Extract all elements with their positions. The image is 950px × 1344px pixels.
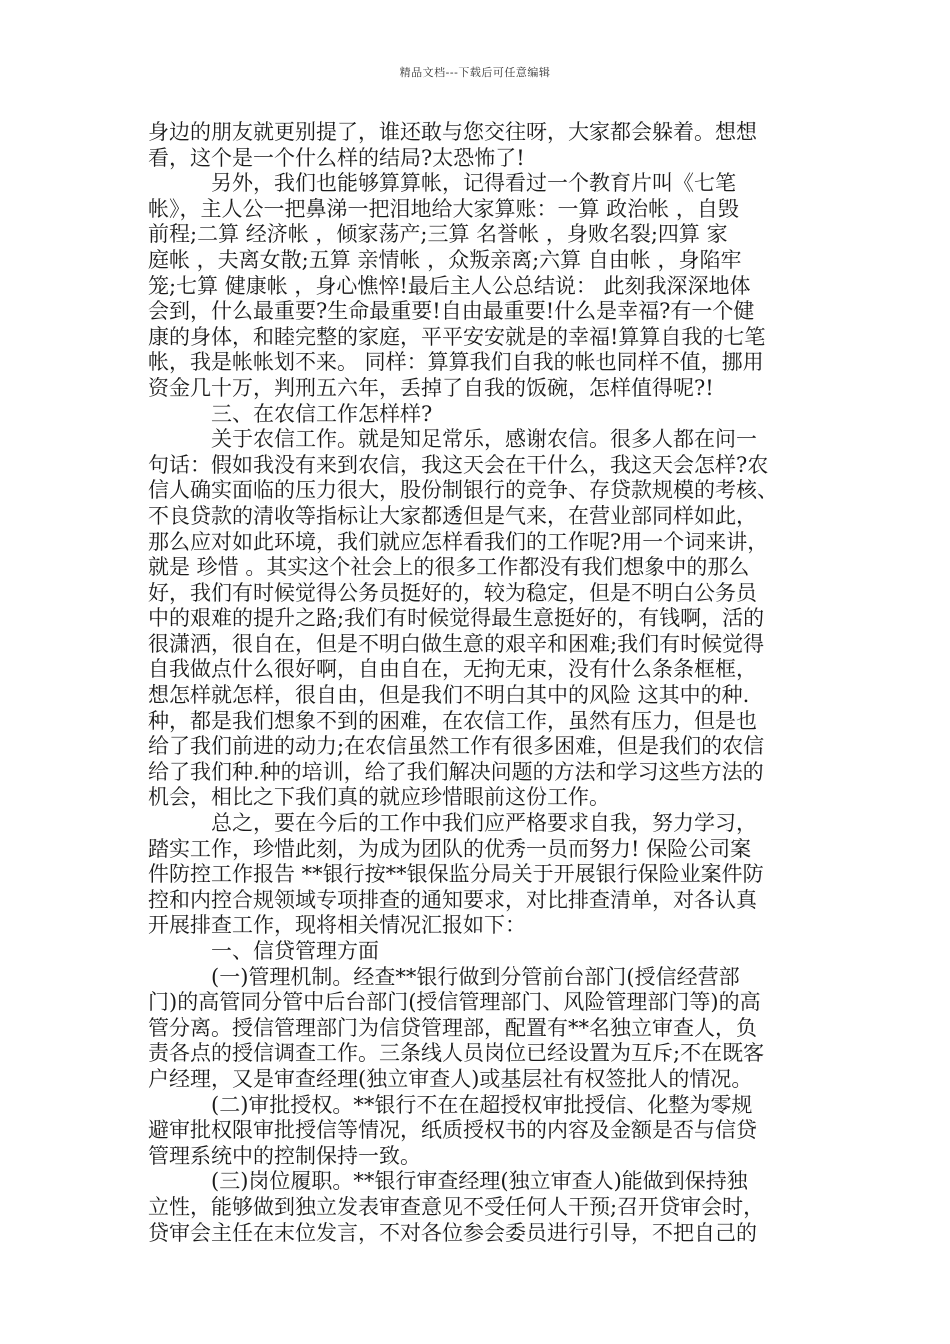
text-line: 自我做点什么很好啊，自由自在，无拘无束，没有什么条条框框， xyxy=(148,657,757,682)
text-line: 门)的高管同分管中后台部门(授信管理部门、风险管理部门等)的高 xyxy=(148,990,761,1015)
text-line: 户经理，又是审查经理(独立审查人)或基层社有权签批人的情况。 xyxy=(148,1066,753,1091)
paragraph-first-line: 三、在农信工作怎样样? xyxy=(211,401,433,426)
text-line: 康的身体，和睦完整的家庭，平平安安就是的幸福!算算自我的七笔 xyxy=(148,324,766,349)
text-line: 控和内控合规领域专项排查的通知要求，对比排查清单，对各认真 xyxy=(148,887,757,912)
text-line: 信人确实面临的压力很大，股份制银行的竞争、存贷款规模的考核、 xyxy=(148,478,778,503)
text-line: 会到，什么最重要?生命最重要!自由最重要!什么是幸福?有一个健 xyxy=(148,299,755,324)
text-line: 庭帐 ，夫离女散;五算 亲情帐 ，众叛亲离;六算 自由帐 ，身陷牢 xyxy=(148,247,742,272)
text-line: 句话：假如我没有来到农信，我这天会在干什么，我这天会怎样?农 xyxy=(148,452,769,477)
text-line: 前程;二算 经济帐 ，倾家荡产;三算 名誉帐 ，身败名裂;四算 家 xyxy=(148,222,728,247)
paragraph-first-line: 另外，我们也能够算算帐，记得看过一个教育片叫《七笔 xyxy=(211,171,736,196)
text-line: 踏实工作，珍惜此刻，为成为团队的优秀一员而努力! 保险公司案 xyxy=(148,836,752,861)
text-line: 避审批权限审批授信等情况，纸质授权书的内容及金额是否与信贷 xyxy=(148,1118,757,1143)
text-line: 件防控工作报告 **银行按**银保监分局关于开展银行保险业案件防 xyxy=(148,862,764,887)
text-line: 贷审会主任在末位发言，不对各位参会委员进行引导，不把自己的 xyxy=(148,1220,757,1245)
text-line: 不良贷款的清收等指标让大家都透但是气来，在营业部同样如此， xyxy=(148,503,757,528)
paragraph-first-line: 关于农信工作。就是知足常乐，感谢农信。很多人都在问一 xyxy=(211,427,757,452)
text-line: 很潇洒，很自在，但是不明白做生意的艰辛和困难;我们有时候觉得 xyxy=(148,631,765,656)
text-line: 管理系统中的控制保持一致。 xyxy=(148,1143,421,1168)
text-line: 那么应对如此环境，我们就应怎样看我们的工作呢?用一个词来讲， xyxy=(148,529,769,554)
text-line: 开展排查工作，现将相关情况汇报如下： xyxy=(148,913,526,938)
text-line: 管分离。授信管理部门为信贷管理部，配置有**名独立审查人，负 xyxy=(148,1015,757,1040)
text-line: 就是 珍惜 。其实这个社会上的很多工作都没有我们想象中的那么 xyxy=(148,555,750,580)
text-line: 笼;七算 健康帐 ，身心憔悴!最后主人公总结说： 此刻我深深地体 xyxy=(148,273,751,298)
text-line: 立性，能够做到独立发表审查意见不受任何人干预;召开贷审会时， xyxy=(148,1194,765,1219)
text-line: 帐》，主人公一把鼻涕一把泪地给大家算账：一算 政治帐 ，自毁 xyxy=(148,196,739,221)
text-line: 种，都是我们想象不到的困难，在农信工作，虽然有压力，但是也 xyxy=(148,708,757,733)
text-line: 资金几十万，判刑五六年，丢掉了自我的饭碗，怎样值得呢?! xyxy=(148,375,714,400)
document-body xyxy=(148,120,816,1246)
text-line: 身边的朋友就更别提了，谁还敢与您交往呀，大家都会躲着。想想 xyxy=(148,120,757,144)
text-line: 看，这个是一个什么样的结局?太恐怖了! xyxy=(148,145,525,170)
text-line: 想怎样就怎样，很自由，但是我们不明白其中的风险 这其中的种. xyxy=(148,683,750,708)
text-line: 给了我们种.种的培训，给了我们解决问题的方法和学习这些方法的 xyxy=(148,759,764,784)
paragraph-first-line: 一、信贷管理方面 xyxy=(211,939,379,963)
text-line: 帐，我是帐帐划不来。 同样：算算我们自我的帐也同样不值，挪用 xyxy=(148,350,764,375)
page-header: 精品文档---下载后可任意编辑 xyxy=(399,66,551,79)
paragraph-first-line: (二)审批授权。**银行不在在超授权审批授信、化整为零规 xyxy=(211,1092,753,1117)
text-line: 责各点的授信调查工作。三条线人员岗位已经设置为互斥;不在既客 xyxy=(148,1041,765,1066)
paragraph-first-line: (一)管理机制。经查**银行做到分管前台部门(授信经营部 xyxy=(211,964,740,989)
text-line: 机会，相比之下我们真的就应珍惜眼前这份工作。 xyxy=(148,785,610,810)
text-line: 给了我们前进的动力;在农信虽然工作有很多困难，但是我们的农信 xyxy=(148,734,765,759)
text-line: 好，我们有时候觉得公务员挺好的，较为稳定，但是不明白公务员 xyxy=(148,580,757,605)
paragraph-first-line: (三)岗位履职。**银行审查经理(独立审查人)能做到保持独 xyxy=(211,1169,748,1194)
paragraph-first-line: 总之，要在今后的工作中我们应严格要求自我，努力学习， xyxy=(211,811,757,836)
text-line: 中的艰难的提升之路;我们有时候觉得最生意挺好的，有钱啊，活的 xyxy=(148,606,765,631)
